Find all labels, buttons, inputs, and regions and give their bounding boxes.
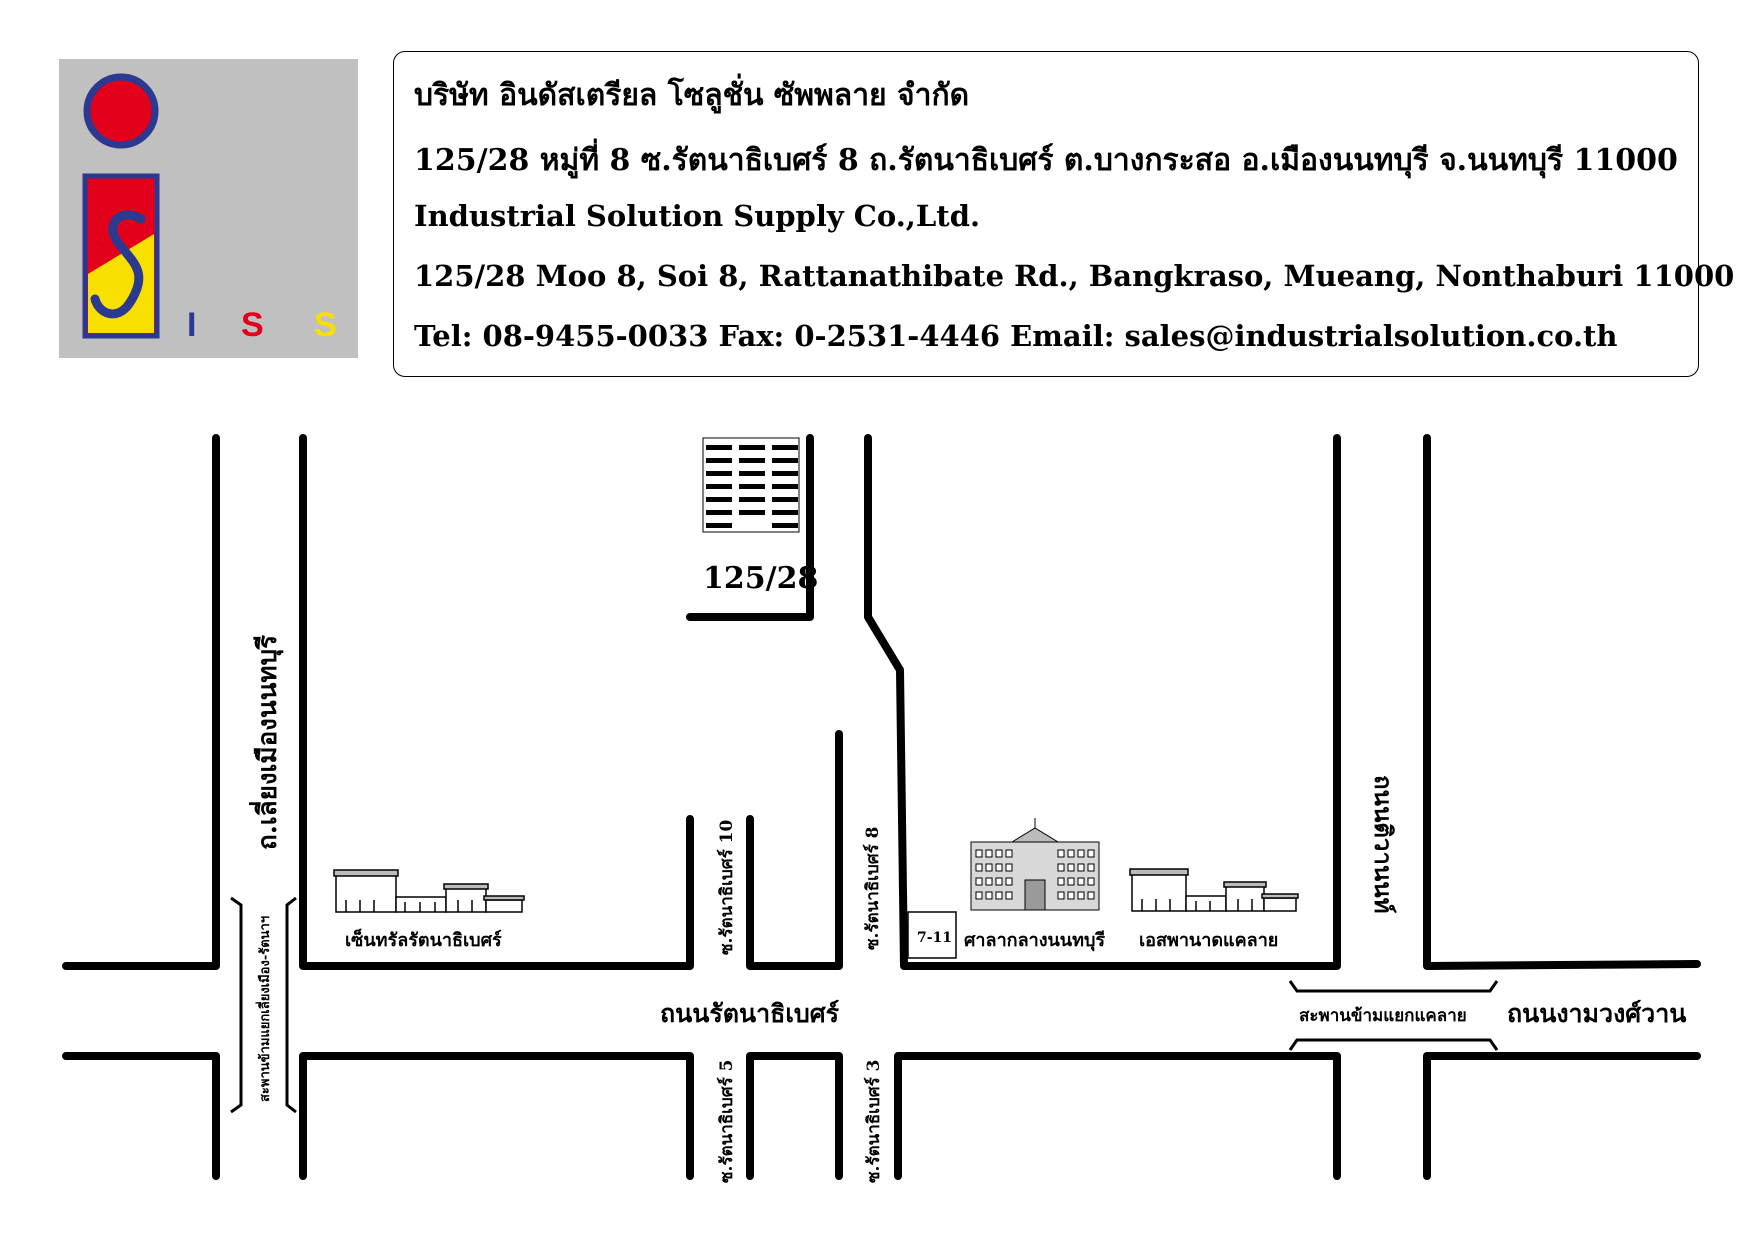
central-mall-icon — [334, 870, 524, 912]
road-label-soi-8: ซ.รัตนาธิเบศร์ 8 — [863, 826, 883, 950]
road-edge — [898, 1056, 1337, 1176]
landmark-central: เซ็นทรัลรัตนาธิเบศร์ — [345, 930, 502, 951]
road-edge — [750, 734, 839, 966]
road-edge — [1427, 1056, 1697, 1176]
landmark-esplanade: เอสพานาดแคลาย — [1139, 930, 1279, 951]
office-building-icon — [703, 438, 799, 532]
road-label-soi-10: ซ.รัตนาธิเบศร์ 10 — [717, 819, 737, 955]
landmark-seven-eleven: 7-11 — [917, 930, 953, 946]
road-label-ngamwongwan: ถนนงามวงศ์วาน — [1507, 999, 1687, 1028]
bridge-right-marker — [1290, 1040, 1497, 1050]
road-label-soi-5: ซ.รัตนาธิเบศร์ 5 — [717, 1059, 737, 1183]
road-edge — [750, 1056, 839, 1176]
company-name-english: Industrial Solution Supply Co.,Ltd. — [414, 199, 981, 233]
landmark-city-hall: ศาลากลางนนทบุรี — [964, 930, 1106, 951]
building-number-label: 125/28 — [703, 561, 819, 596]
logo-letter-i: I — [187, 306, 197, 344]
road-label-bridge-left: สะพานข้ามแยกเลี่ยงเมือง-รัตนาฯ — [258, 915, 273, 1102]
road-label-tiwanon: ถนนติวานนท์ — [1369, 775, 1398, 914]
company-address-thai: 125/28 หมู่ที่ 8 ซ.รัตนาธิเบศร์ 8 ถ.รัตนาธิเบศร์ ต.บางกระสอ อ.เมืองนนทบุรี จ.นนทบุรี 11000 — [414, 143, 1678, 178]
logo-letter-s1: S — [241, 306, 264, 344]
bridge-right-marker — [1290, 981, 1497, 991]
road-label-soi-3: ซ.รัตนาธิเบศร์ 3 — [864, 1059, 884, 1183]
city-hall-icon — [971, 818, 1099, 910]
esplanade-mall-icon — [1130, 869, 1298, 911]
company-name-thai: บริษัท อินดัสเตรียล โซลูชั่น ซัพพลาย จำกัด — [414, 78, 970, 113]
road-edge — [66, 438, 216, 966]
road-edge — [66, 1056, 216, 1176]
bridge-left-marker — [231, 898, 241, 1112]
bridge-left-marker — [287, 898, 296, 1112]
road-label-rattanathibet: ถนนรัตนาธิเบศร์ — [660, 999, 840, 1028]
company-contact: Tel: 08-9455-0033 Fax: 0-2531-4446 Email: sales@industrialsolution.co.th — [414, 319, 1618, 353]
road-edge — [303, 1056, 690, 1176]
road-edge — [1427, 438, 1697, 966]
road-label-bypass: ถ.เลี่ยงเมืองนนทบุรี — [253, 634, 283, 850]
road-label-bridge-right: สะพานข้ามแยกแคลาย — [1299, 1006, 1467, 1026]
logo-letter-s2: S — [314, 306, 337, 344]
company-address-english: 125/28 Moo 8, Soi 8, Rattanathibate Rd., Bangkraso, Mueang, Nonthaburi 11000 — [414, 259, 1735, 293]
